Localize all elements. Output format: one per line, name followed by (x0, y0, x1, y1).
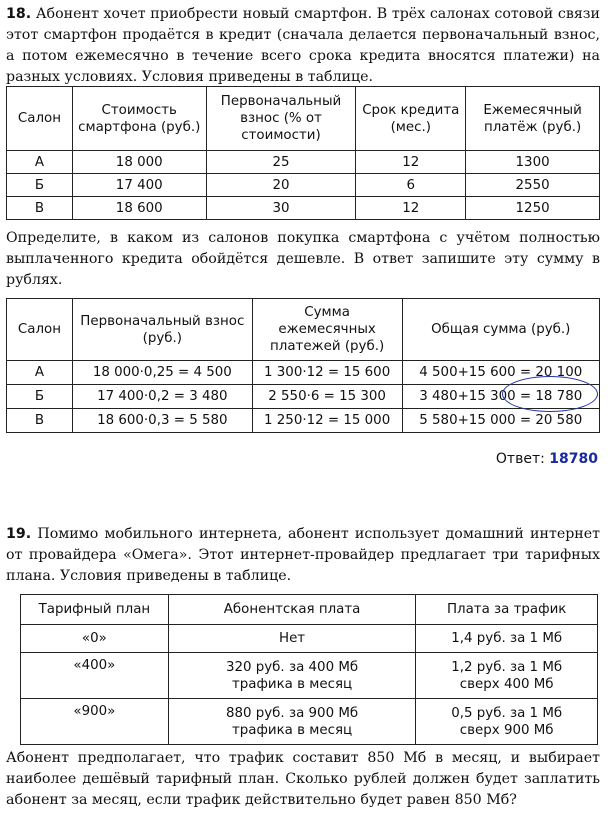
table-cell: 6 (356, 174, 466, 197)
task18-conditions-table (6, 86, 600, 220)
table-cell: 20 (206, 174, 356, 197)
table-cell: А (7, 151, 73, 174)
table-row (21, 699, 598, 745)
table-row (7, 151, 600, 174)
table1-header-cell: Первоначальный взнос (% от стоимости) (206, 87, 356, 151)
table-cell: 12 (356, 151, 466, 174)
table1-header-cell: Срок кредита (мес.) (356, 87, 466, 151)
table-cell: 1300 (466, 151, 600, 174)
table-cell: 18 000 (72, 151, 206, 174)
answer-label: Ответ: (495, 451, 545, 467)
table3-header-cell: Абонентская плата (168, 595, 416, 625)
table-cell: 880 руб. за 900 Мб трафика в месяц (168, 699, 416, 745)
table-cell: 18 000·0,25 = 4 500 (72, 361, 252, 385)
table-cell: 25 (206, 151, 356, 174)
table-cell: 4 500+15 600 = 20 100 (402, 361, 599, 385)
table-cell: 2550 (466, 174, 600, 197)
table-cell: 5 580+15 000 = 20 580 (402, 409, 599, 433)
table-cell: 1,4 руб. за 1 Мб (416, 625, 598, 653)
table2-header-cell: Салон (7, 299, 73, 361)
table-cell: 0,5 руб. за 1 Мб сверх 900 Мб (416, 699, 598, 745)
table-cell: 18 600·0,3 = 5 580 (72, 409, 252, 433)
answer-highlight-circle (502, 376, 598, 412)
table-cell: Б (7, 174, 73, 197)
table-cell: 1250 (466, 197, 600, 220)
table-cell: В (7, 197, 73, 220)
task19-tariff-table (20, 594, 598, 745)
table2-header-cell: Первоначальный взнос (руб.) (72, 299, 252, 361)
table1-header-cell: Ежемесячный платёж (руб.) (466, 87, 600, 151)
task19-intro (6, 524, 600, 587)
table3-header-row (21, 595, 598, 625)
table-cell: 1,2 руб. за 1 Мб сверх 400 Мб (416, 653, 598, 699)
table1-header-cell: Стоимость смартфона (руб.) (72, 87, 206, 151)
table-cell: А (7, 361, 73, 385)
table-cell: Б (7, 385, 73, 409)
table-cell: 2 550·6 = 15 300 (252, 385, 402, 409)
task18-answer (496, 451, 598, 467)
table1-header-row (7, 87, 600, 151)
table2-header-cell: Сумма ежемесячных платежей (руб.) (252, 299, 402, 361)
task18-intro-text: Абонент хочет приобрести новый смартфон. В трёх салонах сотовой связи этот смартфон продаётся в кредит (сначала делается первоначальный взнос, а потом ежемесячно в течение всего срока кредита вносятся платежи) на разных условиях. Условия приведены в таблице. (6, 6, 600, 85)
table-cell: «900» (21, 699, 169, 745)
task19-intro-text: Помимо мобильного интернета, абонент использует домашний интернет от провайдера «Омега». Этот интернет-провайдер предлагает три тарифных плана. Условия приведены в таблице. (6, 526, 601, 584)
table-row (7, 361, 600, 385)
table-row (7, 197, 600, 220)
table-cell: 30 (206, 197, 356, 220)
table3-header-cell: Тарифный план (21, 595, 169, 625)
task19-number: 19. (6, 526, 32, 542)
table-cell: 3 480+15 300 = 18 780 (402, 385, 599, 409)
task18-intro (6, 4, 600, 88)
table-cell: 320 руб. за 400 Мб трафика в месяц (168, 653, 416, 699)
table-row (7, 174, 600, 197)
table-cell: 17 400·0,2 = 3 480 (72, 385, 252, 409)
task18-question: Определите, в каком из салонов покупка смартфона с учётом полностью выплаченного кредита обойдётся дешевле. В ответ запишите эту сумму в рублях. (6, 230, 600, 288)
task19-question: Абонент предполагает, что трафик составит 850 Мб в месяц, и выбирает наиболее дешёвый тарифный план. Сколько рублей должен будет заплатить абонент за месяц, если трафик действительно будет равен 850 Мб? (6, 750, 600, 808)
table-row (7, 409, 600, 433)
answer-value: 18780 (549, 451, 598, 467)
table-cell: 17 400 (72, 174, 206, 197)
task18-solution-table (6, 298, 600, 433)
table2-header-row (7, 299, 600, 361)
table-cell: 12 (356, 197, 466, 220)
table1-header-cell: Салон (7, 87, 73, 151)
task18-number: 18. (6, 6, 32, 22)
table3-header-cell: Плата за трафик (416, 595, 598, 625)
table-cell: В (7, 409, 73, 433)
table-row (21, 625, 598, 653)
table-cell: 1 300·12 = 15 600 (252, 361, 402, 385)
table-cell: Нет (168, 625, 416, 653)
table-row (21, 653, 598, 699)
table-cell: «0» (21, 625, 169, 653)
table-cell: 18 600 (72, 197, 206, 220)
table-cell: 1 250·12 = 15 000 (252, 409, 402, 433)
table-cell: «400» (21, 653, 169, 699)
table2-header-cell: Общая сумма (руб.) (402, 299, 599, 361)
